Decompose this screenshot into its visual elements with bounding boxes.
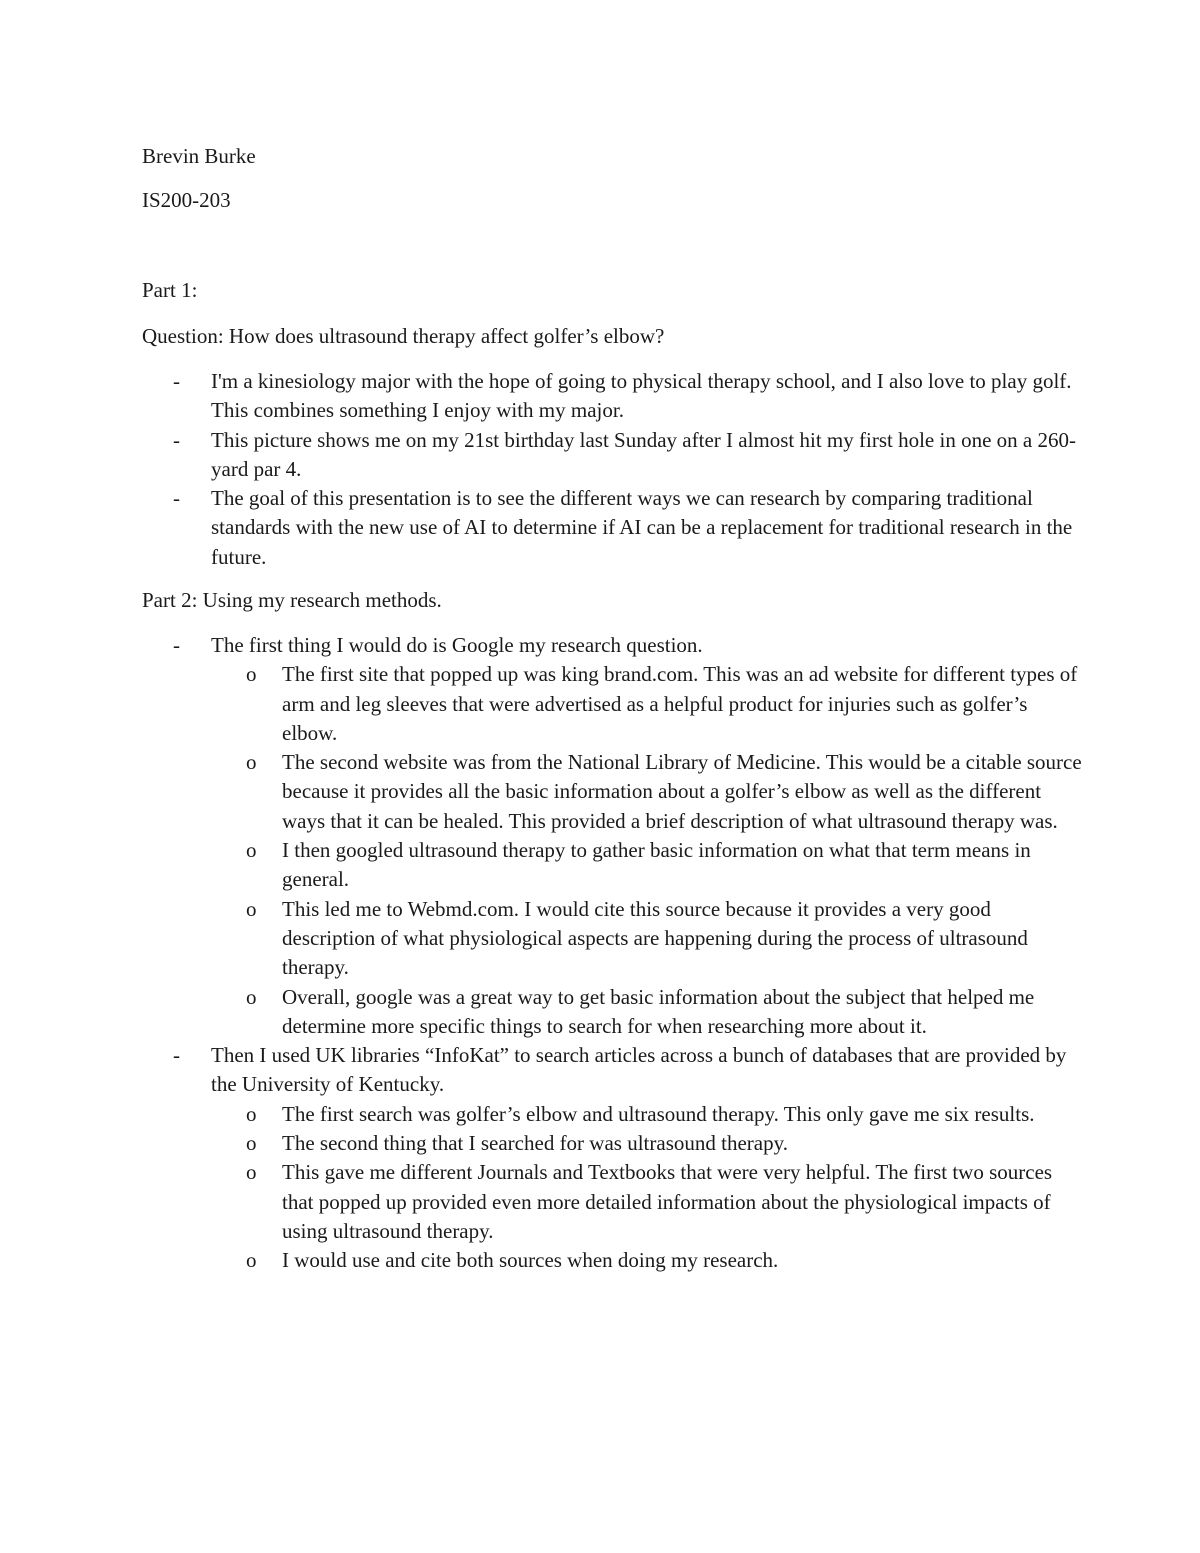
circle-marker: o (246, 838, 257, 863)
list-item-text: This picture shows me on my 21st birthday last Sunday after I almost hit my first hole in one on a 260-yard par 4. (211, 427, 1076, 481)
list-item (0, 367, 1081, 426)
list-item-text: The first thing I would do is Google my research question. (211, 633, 703, 657)
sub-list-item (0, 1158, 1082, 1246)
list-item (0, 426, 1081, 485)
sub-list-item (0, 1246, 1082, 1275)
dash-marker: - (173, 633, 180, 657)
list-item-text: Then I used UK libraries “InfoKat” to search articles across a bunch of databases that are provided by the University of Kentucky. (211, 1043, 1067, 1097)
sub-list-item-text: The first search was golfer’s elbow and ultrasound therapy. This only gave me six results. (282, 1101, 1035, 1126)
list-item (0, 484, 1081, 572)
circle-marker: o (246, 1248, 257, 1273)
sub-list-item (0, 1100, 1082, 1129)
sub-list-item-text: The second thing that I searched for was ultrasound therapy. (282, 1131, 788, 1156)
circle-marker: o (246, 1160, 257, 1185)
part1-bullet-list (0, 367, 1200, 572)
sub-list-item-text: This led me to Webmd.com. I would cite this source because it provides a very good description of what physiological aspects are happening during the process of ultrasound therapy. (282, 896, 1028, 980)
sub-list-item (0, 983, 1082, 1042)
sub-list-item-text: The second website was from the National Library of Medicine. This would be a citable source because it provides all the basic information about a golfer’s elbow as well as the different ways that it can be healed. This provided a brief description of what ultrasound therapy was. (282, 750, 1082, 833)
circle-marker: o (246, 662, 257, 687)
list-item-text: I'm a kinesiology major with the hope of going to physical therapy school, and I also love to play golf. This combines something I enjoy with my major. (211, 369, 1072, 423)
circle-marker: o (246, 1131, 257, 1156)
circle-marker: o (246, 896, 257, 921)
circle-marker: o (246, 1101, 257, 1126)
sub-list-item-text: I would use and cite both sources when doing my research. (282, 1248, 779, 1273)
sub-list-item (0, 895, 1082, 983)
circle-marker: o (246, 984, 257, 1009)
research-question: Question: How does ultrasound therapy affect golfer’s elbow? (142, 324, 665, 348)
part1-heading: Part 1: (142, 278, 198, 302)
circle-marker: o (246, 750, 257, 775)
sub-list-item-text: This gave me different Journals and Textbooks that were very helpful. The first two sources that popped up provided even more detailed information about the physiological impacts of using ultrasound therapy. (282, 1160, 1053, 1243)
sub-list-item (0, 836, 1082, 895)
author-name: Brevin Burke (142, 144, 256, 168)
list-item (0, 631, 1081, 660)
course-code: IS200-203 (142, 188, 231, 212)
part2-bullet-list (0, 631, 1200, 1276)
part2-heading: Part 2: Using my research methods. (142, 588, 442, 612)
sub-list-item-text: I then googled ultrasound therapy to gather basic information on what that term means in general. (282, 838, 1031, 892)
sub-list-item (0, 1129, 1082, 1158)
sub-list-item-text: The first site that popped up was king brand.com. This was an ad website for different types of arm and leg sleeves that were advertised as a helpful product for injuries such as golfer’s elbow. (282, 662, 1078, 745)
sub-list-item (0, 660, 1082, 748)
dash-marker: - (173, 486, 180, 511)
sub-list-item (0, 748, 1082, 836)
sub-list-item-text: Overall, google was a great way to get basic information about the subject that helped me determine more specific things to search for when researching more about it. (282, 984, 1035, 1038)
dash-marker: - (173, 427, 180, 452)
list-item (0, 1041, 1081, 1100)
list-item-text: The goal of this presentation is to see the different ways we can research by comparing traditional standards with the new use of AI to determine if AI can be a replacement for traditional research in the future. (211, 486, 1073, 569)
dash-marker: - (173, 1043, 180, 1068)
dash-marker: - (173, 369, 180, 393)
